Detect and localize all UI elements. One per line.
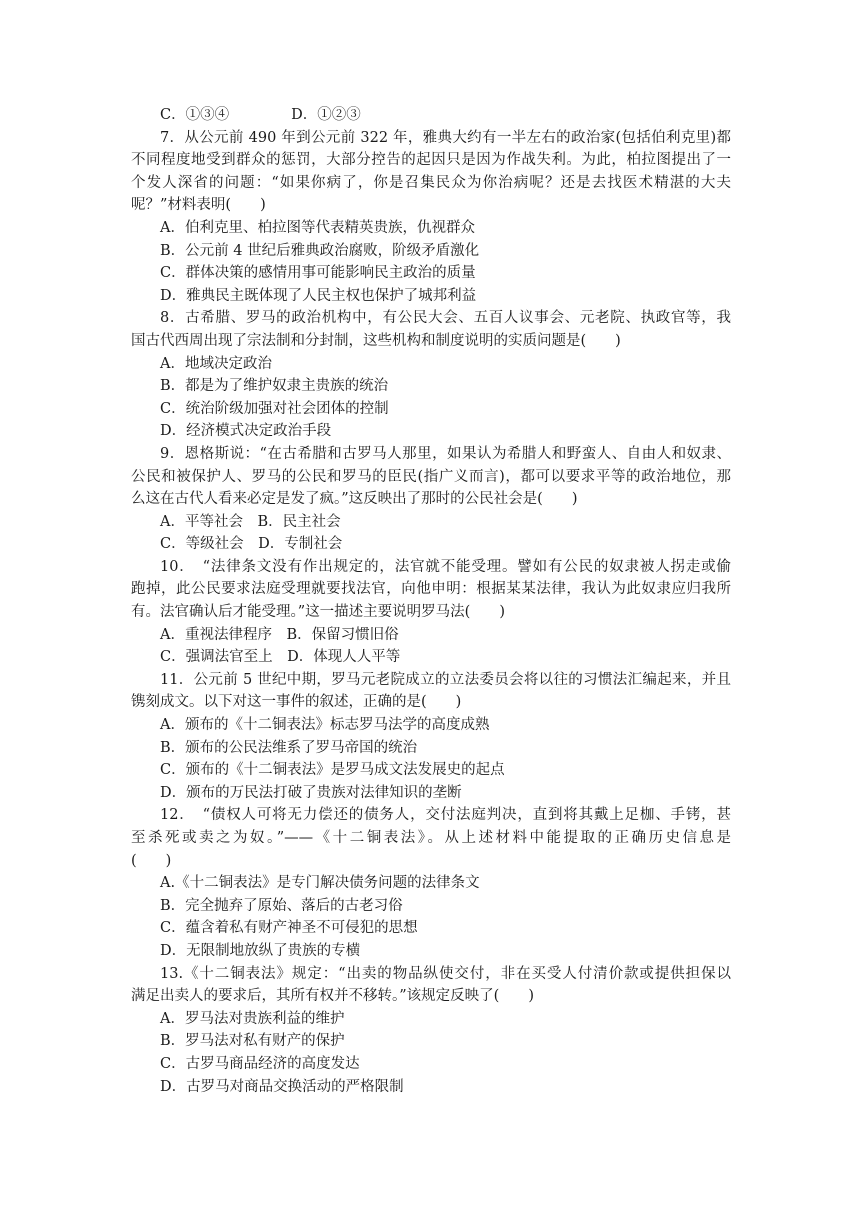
question-text-line: 有。法官确认后才能受理。”这一描述主要说明罗马法( ) [131,604,505,621]
answer-option: A．平等社会 B．民主社会 [160,513,341,530]
question-text-line: 跑掉，此公民要求法庭受理就要找法官，向他申明：根据某某法律，我认为此奴隶应归我所 [131,581,731,598]
answer-option: D．经济模式决定政治手段 [160,423,332,440]
question-text-line: 镌刻成文。以下对这一事件的叙述，正确的是( ) [131,694,462,711]
question-text-line: 个发人深省的问题：“如果你病了，你是召集民众为你治病呢？还是去找医术精湛的大夫 [131,174,731,191]
question-text-line: 国古代西周出现了宗法制和分封制，这些机构和制度说明的实质问题是( ) [131,332,621,349]
question-text-line: 至杀死或卖之为奴。”——《十二铜表法》。从上述材料中能提取的正确历史信息是 [131,830,731,846]
prev-question-options [131,104,731,127]
question-7 [131,127,731,308]
exam-page [131,104,731,1098]
question-8 [131,307,731,443]
answer-option: C．强调法官至上 D．体现人人平等 [160,649,401,666]
answer-option: D．雅典民主既体现了人民主权也保护了城邦利益 [160,287,477,304]
question-text-line: 7．从公元前 490 年到公元前 322 年，雅典大约有一半左右的政治家(包括伯利克里)都 [160,129,731,146]
question-text-line: 12． “债权人可将无力偿还的债务人，交付法庭判决，直到将其戴上足枷、手铐，甚 [160,807,731,824]
answer-option: A．罗马法对贵族利益的维护 [160,1010,345,1027]
question-text-line: 8．古希腊、罗马的政治机构中，有公民大会、五百人议事会、元老院、执政官等，我 [160,310,731,327]
question-text-line: 10． “法律条文没有作出规定的，法官就不能受理。譬如有公民的奴隶被人拐走或偷 [160,558,731,575]
answer-option: A．地域决定政治 [160,355,272,372]
answer-option: B．完全抛弃了原始、落后的古老习俗 [160,897,403,914]
answer-option: D．无限制地放纵了贵族的专横 [160,942,361,959]
option-c: C．①③④ [160,107,230,123]
answer-option: A．重视法律程序 B．保留习惯旧俗 [160,626,399,643]
answer-option: A.《十二铜表法》是专门解决债务问题的法律条文 [160,875,480,892]
question-13 [131,963,731,1099]
question-11 [131,669,731,805]
answer-option: C．蕴含着私有财产神圣不可侵犯的思想 [160,920,418,937]
question-text-line: 公民和被保护人、罗马的公民和罗马的臣民(指广义而言)，都可以要求平等的政治地位，那 [131,468,731,485]
answer-option: C．群体决策的感情用事可能影响民主政治的质量 [160,265,476,282]
answer-option: C．颁布的《十二铜表法》是罗马成文法发展史的起点 [160,762,505,779]
question-text-line: 满足出卖人的要求后，其所有权并不移转。”该规定反映了( ) [131,988,534,1005]
answer-option: C．等级社会 D．专制社会 [160,536,343,553]
question-text-line: 不同程度地受到群众的惩罚，大部分控告的起因只是因为作战失利。为此，柏拉图提出了一 [131,152,731,169]
answer-option: A．伯利克里、柏拉图等代表精英贵族，仇视群众 [160,219,475,236]
answer-option: B．都是为了维护奴隶主贵族的统治 [160,378,389,395]
answer-option: C．统治阶级加强对社会团体的控制 [160,400,389,417]
answer-option: D．颁布的万民法打破了贵族对法律知识的垄断 [160,784,462,801]
answer-option: D．古罗马对商品交换活动的严格限制 [160,1078,404,1095]
answer-option: A．颁布的《十二铜表法》标志罗马法学的高度成熟 [160,717,490,734]
question-12 [131,804,731,962]
question-10 [131,556,731,669]
question-text-line: 么这在古代人看来必定是发了疯。”这反映出了那时的公民社会是( ) [131,491,578,508]
question-text-line: 呢？”材料表明( ) [131,197,266,214]
answer-option: B．罗马法对私有财产的保护 [160,1033,345,1050]
question-text-line: 13.《十二铜表法》规定：“出卖的物品纵使交付，非在买受人付清价款或提供担保以 [160,965,731,982]
question-9 [131,443,731,556]
answer-option: C．古罗马商品经济的高度发达 [160,1055,360,1072]
option-d: D．①②③ [291,107,361,123]
question-text-line: ( ) [131,852,172,869]
answer-option: B．公元前 4 世纪后雅典政治腐败，阶级矛盾激化 [160,242,480,259]
question-text-line: 9．恩格斯说：“在古希腊和古罗马人那里，如果认为希腊人和野蛮人、自由人和奴隶、 [160,445,731,462]
question-text-line: 11．公元前 5 世纪中期，罗马元老院成立的立法委员会将以往的习惯法汇编起来，并且 [160,671,731,688]
answer-option: B．颁布的公民法维系了罗马帝国的统治 [160,739,418,756]
